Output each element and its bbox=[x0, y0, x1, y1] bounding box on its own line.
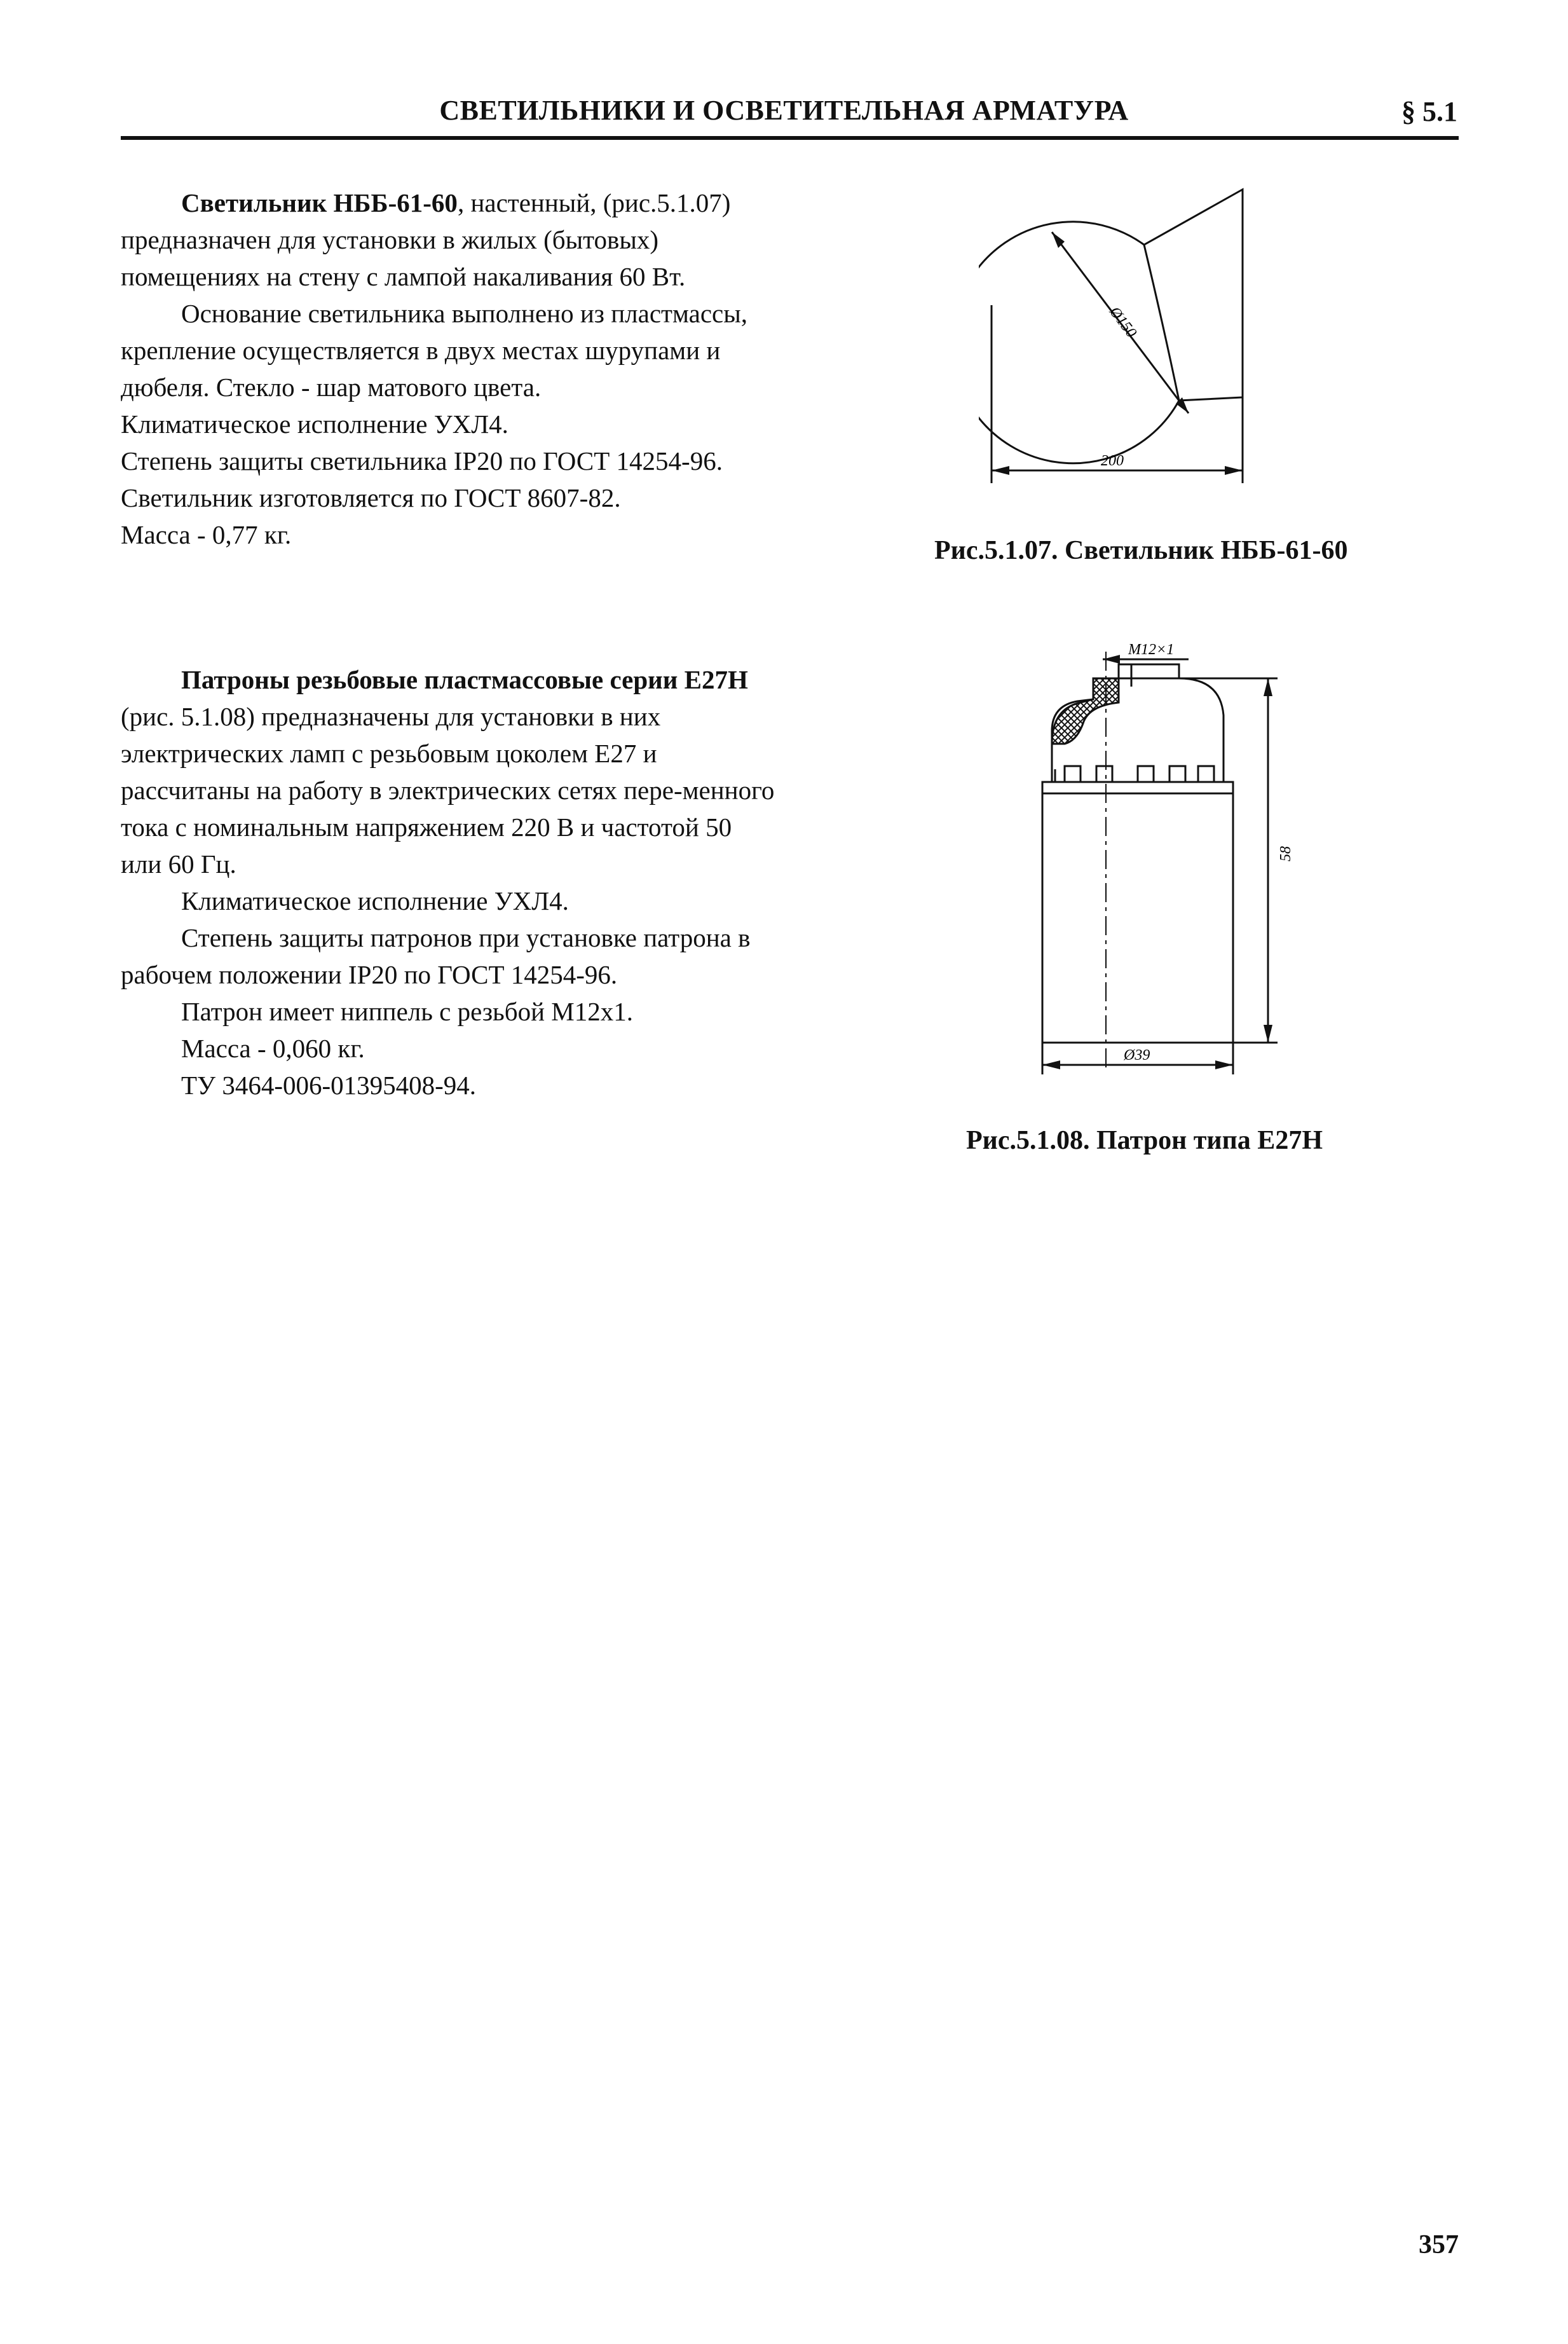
globe-diameter-label: Ø150 bbox=[1106, 303, 1140, 341]
luminaire-intro bbox=[121, 184, 779, 295]
luminaire-protection: Степень защиты светильника IP20 по ГОСТ 14254-96. bbox=[121, 446, 723, 476]
height-label: 58 bbox=[1278, 846, 1294, 861]
socket-climate: Климатическое исполнение УХЛ4. bbox=[181, 886, 569, 915]
luminaire-description bbox=[121, 184, 779, 553]
socket-protection: Степень защиты патронов при установке патрона в рабочем положении IP20 по ГОСТ 14254-96. bbox=[121, 923, 751, 989]
base-outline bbox=[1144, 189, 1243, 401]
luminaire-intro-text: , настенный, (рис.5.1.07) предназначен для установки в жилых (бытовых) помещениях на стену с лампой накаливания 60 Вт. bbox=[121, 188, 731, 291]
socket-name: Патроны резьбовые пластмассовые серии Е27Н bbox=[181, 665, 748, 694]
socket-intro-text: (рис. 5.1.08) предназначены для установки в них электрических ламп с резьбовым цоколем Е27 и рассчитаны на работу в электрических сетях пере-менного тока с номинальным напряжением 220 В и частотой 50 или 60 Гц. bbox=[121, 702, 775, 879]
nipple-hatch bbox=[1052, 678, 1119, 744]
diameter-label: Ø39 bbox=[1124, 1047, 1150, 1064]
page-number: 357 bbox=[1419, 2230, 1459, 2259]
socket-mass: Масса - 0,060 кг. bbox=[181, 1034, 365, 1063]
width-label: 200 bbox=[1101, 453, 1124, 469]
socket-spec: ТУ 3464-006-01395408-94. bbox=[181, 1071, 477, 1100]
globe-outline bbox=[979, 222, 1179, 463]
header-rule bbox=[121, 136, 1459, 140]
socket-drawing bbox=[979, 639, 1309, 1078]
socket-description bbox=[121, 661, 779, 1104]
section-number: § 5.1 bbox=[1401, 96, 1457, 127]
thread-label: М12×1 bbox=[1128, 641, 1175, 658]
luminaire-name: Светильник НББ-61-60 bbox=[181, 188, 458, 217]
figure-2-caption: Рис.5.1.08. Патрон типа Е27Н bbox=[966, 1126, 1323, 1155]
luminaire-standard: Светильник изготовляется по ГОСТ 8607-82. bbox=[121, 483, 621, 512]
socket-nipple: Патрон имеет ниппель с резьбой М12х1. bbox=[181, 997, 633, 1026]
socket-intro bbox=[121, 661, 779, 882]
luminaire-mass: Масса - 0,77 кг. bbox=[121, 520, 292, 549]
page-header-title: СВЕТИЛЬНИКИ И ОСВЕТИТЕЛЬНАЯ АРМАТУРА bbox=[439, 95, 1129, 126]
luminaire-base: Основание светильника выполнено из пластмассы, крепление осуществляется в двух местах шурупами и дюбеля. Стекло - шар матового цвета. bbox=[121, 299, 748, 402]
luminaire-climate: Климатическое исполнение УХЛ4. bbox=[121, 409, 508, 439]
figure-1-caption: Рис.5.1.07. Светильник НББ-61-60 bbox=[934, 536, 1348, 565]
luminaire-drawing bbox=[979, 178, 1322, 496]
